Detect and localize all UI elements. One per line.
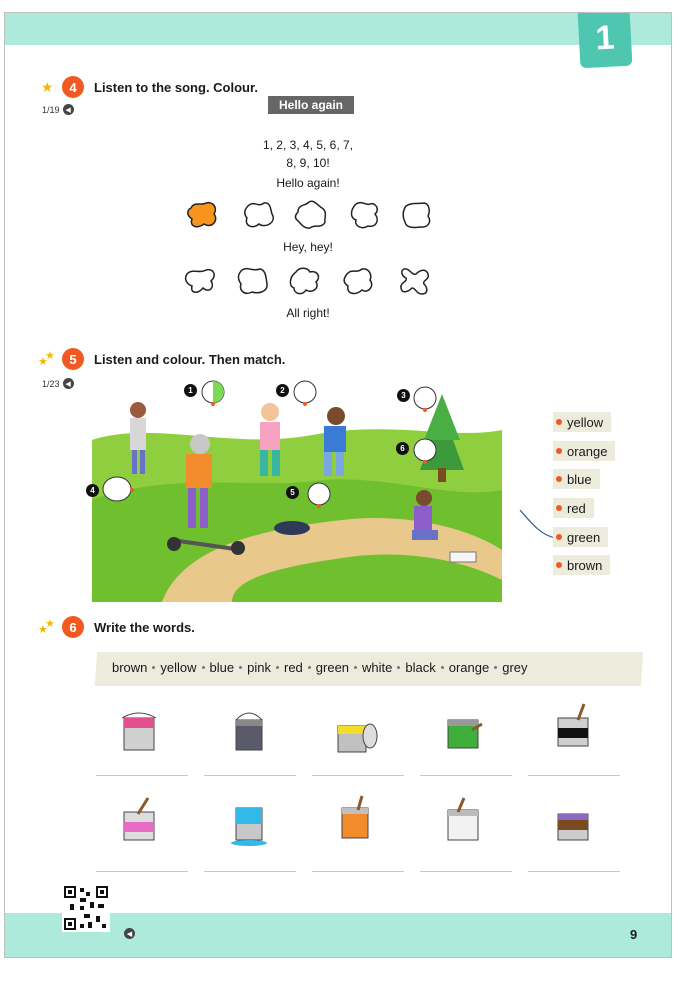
colour-word-green[interactable]: green — [553, 527, 608, 547]
word-bank-word: red — [283, 660, 303, 675]
song-line: 8, 9, 10! — [286, 156, 330, 170]
colour-splodge[interactable] — [400, 200, 434, 230]
colour-word-blue[interactable]: blue — [553, 469, 600, 489]
song-line: All right! — [286, 306, 330, 320]
balloon-5[interactable] — [306, 482, 332, 510]
colour-word-yellow[interactable]: yellow — [553, 412, 611, 432]
word-bank-word: yellow — [160, 660, 197, 675]
paint-tin-icon — [224, 798, 274, 848]
word-separator — [239, 666, 242, 669]
word-separator — [308, 666, 311, 669]
exercise-title: Listen to the song. Colour. — [94, 79, 258, 95]
word-bank — [112, 660, 528, 675]
difficulty-stars-icon: ★ ★ — [38, 350, 55, 368]
balloon-1[interactable] — [200, 380, 226, 408]
answer-line[interactable] — [528, 871, 620, 872]
paint-tin-icon — [330, 710, 380, 760]
word-bank-word: blue — [209, 660, 235, 675]
unit-number: 1 — [594, 18, 616, 57]
balloon-4[interactable] — [102, 476, 134, 504]
song-line: 1, 2, 3, 4, 5, 6, 7, — [262, 138, 354, 152]
word-bank-word: pink — [247, 660, 271, 675]
qr-code-icon[interactable] — [62, 884, 110, 932]
colour-splodge[interactable] — [242, 200, 276, 230]
exercise-5-heading — [40, 348, 285, 370]
exercise-title: Listen and colour. Then match. — [94, 351, 286, 367]
word-separator — [494, 666, 497, 669]
speaker-icon[interactable]: ◀ — [63, 104, 74, 115]
paint-tin-icon — [330, 794, 380, 844]
word-bank-word: green — [315, 660, 350, 675]
paint-tin-icon — [438, 796, 488, 846]
difficulty-star-icon: ★ — [41, 79, 54, 95]
audio-track[interactable] — [42, 378, 74, 389]
unit-tab — [578, 12, 633, 68]
paint-tin-icon — [114, 796, 164, 846]
exercise-4-heading — [40, 76, 258, 98]
exercise-title: Write the words. — [94, 619, 195, 635]
balloon-6[interactable] — [412, 438, 438, 466]
word-bank-word: white — [362, 660, 393, 675]
track-number: 1/23 — [42, 378, 60, 389]
answer-line[interactable] — [420, 871, 512, 872]
match-line — [518, 508, 558, 544]
answer-line[interactable] — [204, 775, 296, 776]
audio-track[interactable] — [42, 104, 74, 115]
balloon-3[interactable] — [412, 386, 438, 414]
word-separator — [202, 666, 205, 669]
exercise-number-badge: 4 — [62, 76, 84, 98]
colour-splodge[interactable] — [236, 266, 270, 296]
exercise-6-heading — [40, 616, 195, 638]
top-band — [5, 13, 671, 45]
speaker-icon[interactable]: ◀ — [63, 378, 74, 389]
answer-line[interactable] — [312, 871, 404, 872]
speaker-icon[interactable]: ◀ — [124, 928, 135, 939]
colour-splodge[interactable] — [398, 266, 432, 296]
answer-line[interactable] — [96, 775, 188, 776]
word-separator — [354, 666, 357, 669]
answer-line[interactable] — [96, 871, 188, 872]
paint-tin-icon — [548, 702, 598, 752]
word-bank-word: grey — [502, 660, 528, 675]
colour-splodge[interactable] — [348, 200, 382, 230]
paint-tin-icon — [548, 800, 598, 850]
word-bank-word: orange — [448, 660, 490, 675]
word-separator — [397, 666, 400, 669]
track-number: 1/19 — [42, 104, 60, 115]
colour-splodge[interactable] — [288, 266, 322, 296]
difficulty-stars-icon: ★ ★ — [38, 618, 55, 636]
song-title: Hello again — [268, 96, 354, 114]
balloon-number-badge: 1 — [184, 384, 197, 397]
word-separator — [276, 666, 279, 669]
song-line: Hello again! — [276, 176, 340, 190]
answer-line[interactable] — [420, 775, 512, 776]
paint-tin-icon — [224, 706, 274, 756]
balloon-number-badge: 6 — [396, 442, 409, 455]
exercise-number-badge: 5 — [62, 348, 84, 370]
balloon-number-badge: 3 — [397, 389, 410, 402]
paint-tin-icon — [114, 706, 164, 756]
answer-line[interactable] — [528, 775, 620, 776]
exercise-number-badge: 6 — [62, 616, 84, 638]
word-separator — [441, 666, 444, 669]
answer-line[interactable] — [204, 871, 296, 872]
balloon-number-badge: 4 — [86, 484, 99, 497]
word-separator — [152, 666, 155, 669]
colour-splodge-filled[interactable] — [186, 200, 220, 230]
word-bank-word: brown — [112, 660, 148, 675]
colour-splodge[interactable] — [342, 266, 376, 296]
colour-word-brown[interactable]: brown — [553, 555, 610, 575]
colour-word-orange[interactable]: orange — [553, 441, 615, 461]
balloon-number-badge: 5 — [286, 486, 299, 499]
word-bank-word: black — [405, 660, 436, 675]
balloon-2[interactable] — [292, 380, 318, 408]
balloon-number-badge: 2 — [276, 384, 289, 397]
colour-word-red[interactable]: red — [553, 498, 594, 518]
paint-tin-icon — [438, 706, 488, 756]
page-number: 9 — [630, 927, 638, 942]
colour-splodge[interactable] — [294, 200, 328, 230]
song-line: Hey, hey! — [283, 240, 333, 254]
answer-line[interactable] — [312, 775, 404, 776]
colour-splodge[interactable] — [184, 266, 218, 296]
